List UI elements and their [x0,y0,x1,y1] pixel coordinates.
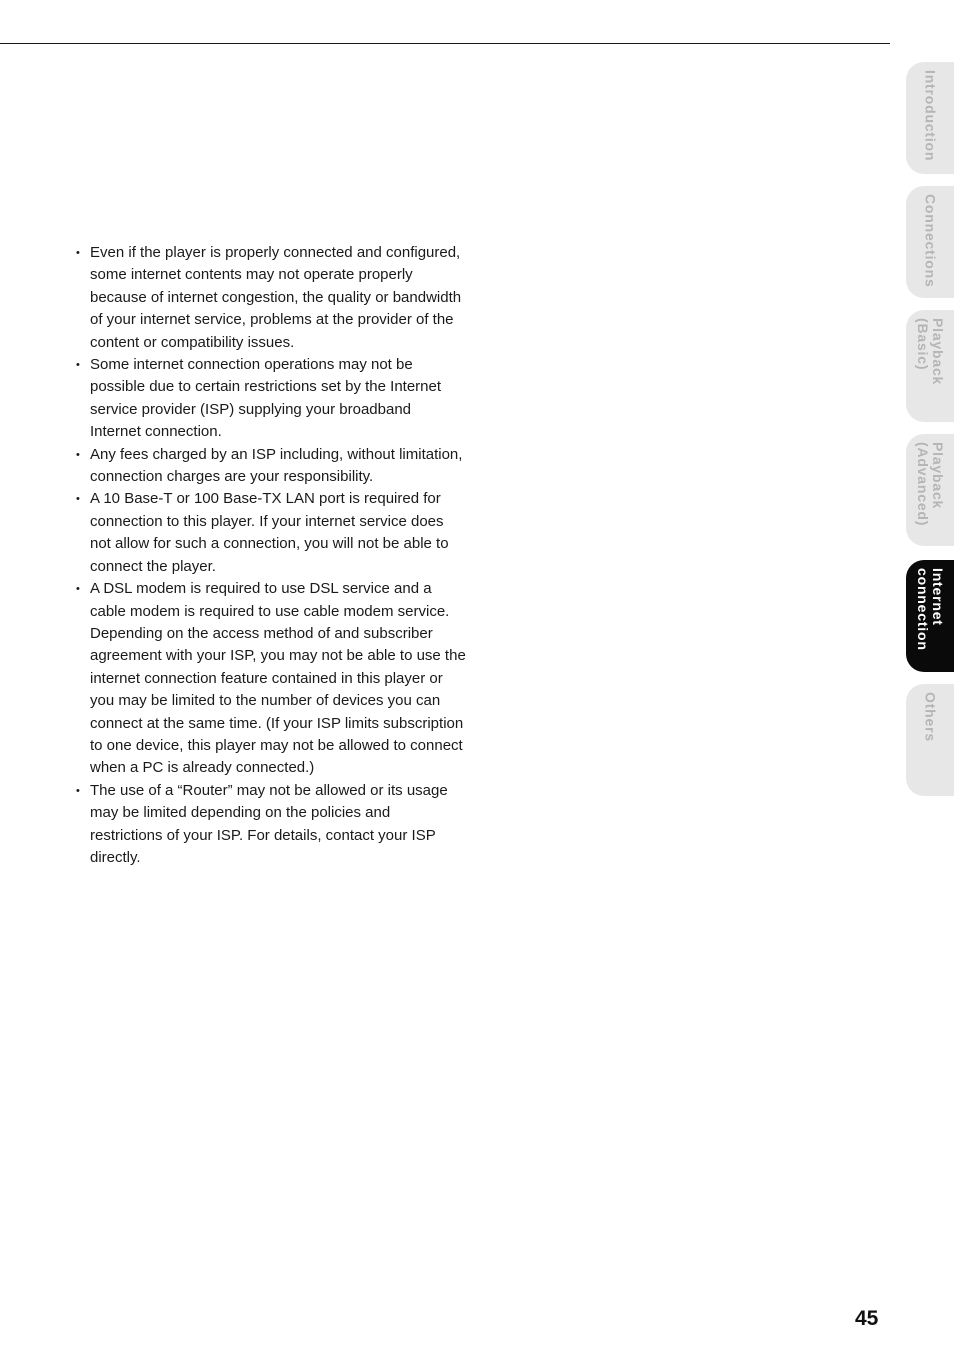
list-item [76,444,466,489]
list-item [76,354,466,444]
section-tabs [902,0,954,1350]
bullet-icon: • [76,583,80,596]
bullet-icon: • [76,448,80,461]
bullet-icon: • [76,784,80,797]
tab-label: Internet connection [915,567,946,651]
tab-introduction[interactable] [906,62,954,174]
list-item [76,488,466,578]
bullet-icon: • [76,247,80,259]
list-item-text: A 10 Base-T or 100 Base-TX LAN port is required for connection to this player. If your internet service does not allow for such a connection, you will not be able to connect the player. [90,490,449,575]
tab-connections[interactable] [906,186,954,298]
list-item-text: Some internet connection operations may not be possible due to certain restrictions set by the Internet service provider (ISP) supplying your broadband Internet connection. [90,356,442,441]
bullet-icon: • [76,359,80,372]
list-item [76,242,466,354]
list-item-text: Any fees charged by an ISP including, without limitation, connection charges are your responsibility. [90,445,463,486]
header-rule [0,43,890,44]
tab-others[interactable] [906,684,954,796]
page-number: 45 [855,1307,879,1330]
tab-label: Playback (Basic) [915,317,946,385]
tab-internet-connection[interactable] [906,560,954,672]
list-item-text: Even if the player is properly connected and configured, some internet contents may not operate properly because of internet congestion, the quality or bandwidth of your internet service, problems at the provider of the content or compatibility issues. [90,244,462,351]
tab-label: Others [922,691,939,742]
bullet-icon: • [76,493,80,506]
list-item [76,578,466,780]
tab-label: Playback (Advanced) [915,441,946,527]
tab-playback-advanced[interactable] [906,434,954,546]
tab-playback-basic[interactable] [906,310,954,422]
tab-label: Introduction [922,69,939,162]
list-item-text: The use of a “Router” may not be allowed or its usage may be limited depending on the policies and restrictions of your ISP. For details, contact your ISP directly. [90,781,448,866]
tab-label: Connections [922,193,939,288]
notes-list [76,242,466,869]
list-item [76,780,466,870]
list-item-text: A DSL modem is required to use DSL service and a cable modem is required to use cable modem service. Depending on the access method of and subscriber agreement with your ISP, you may not be able to use the internet connection feature contained in this player or you may be limited to the number of devices you can connect at the same time. (If your ISP limits subscription to one device, this player may not be allowed to connect when a PC is already connected.) [90,580,466,777]
